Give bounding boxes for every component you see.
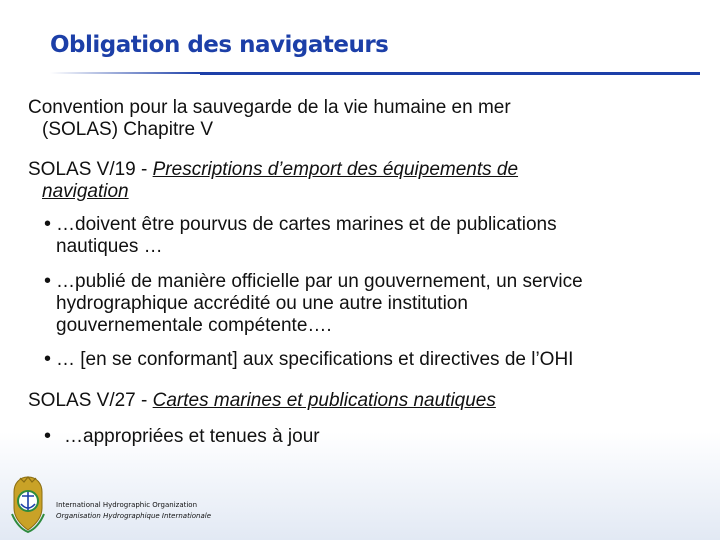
bullet-dot: • xyxy=(44,348,52,370)
footer-line-en: International Hydrographic Organization xyxy=(56,501,198,509)
solas-19-heading xyxy=(28,159,518,203)
bullet-1-line-2: nautiques … xyxy=(56,236,163,257)
solas-19-title-1: Prescriptions d’emport des équipements de xyxy=(152,159,519,180)
solas-19-title-2: navigation xyxy=(42,181,129,202)
title-underline xyxy=(200,72,700,75)
slide-title: Obligation des navigateurs xyxy=(50,32,389,58)
bullet-item-3 xyxy=(44,349,573,371)
iho-emblem-icon xyxy=(6,474,50,534)
bullet-2-line-1: …publié de manière officielle par un gouvernement, un service xyxy=(56,271,583,292)
intro-line-1: Convention pour la sauvegarde de la vie humaine en mer xyxy=(28,97,511,118)
bullet-dot: • xyxy=(44,425,52,447)
intro-line-2: (SOLAS) Chapitre V xyxy=(42,119,214,140)
bullet-2-line-3: gouvernementale compétente…. xyxy=(56,315,332,336)
footer-line-fr: Organisation Hydrographique Internationale xyxy=(56,512,212,520)
bullet-dot: • xyxy=(44,213,52,235)
footer-organization xyxy=(56,500,211,522)
bullet-2-line-2: hydrographique accrédité ou une autre institution xyxy=(56,293,468,314)
bullet-item-4 xyxy=(44,426,320,448)
solas-intro xyxy=(28,97,511,141)
solas-27-title: Cartes marines et publications nautiques xyxy=(152,390,496,411)
bullet-dot: • xyxy=(44,270,52,292)
bullet-item-2 xyxy=(44,271,583,337)
bullet-4-line-1: …appropriées et tenues à jour xyxy=(64,426,320,447)
solas-27-lead: SOLAS V/27 - xyxy=(28,390,153,411)
solas-19-lead: SOLAS V/19 - xyxy=(28,159,153,180)
bullet-item-1 xyxy=(44,214,557,258)
bullet-1-line-1: …doivent être pourvus de cartes marines et de publications xyxy=(56,214,557,235)
bullet-3-line-1: … [en se conformant] aux specifications et directives de l’OHI xyxy=(56,349,574,370)
solas-27-heading xyxy=(28,390,496,412)
title-underline-fade xyxy=(50,72,200,74)
